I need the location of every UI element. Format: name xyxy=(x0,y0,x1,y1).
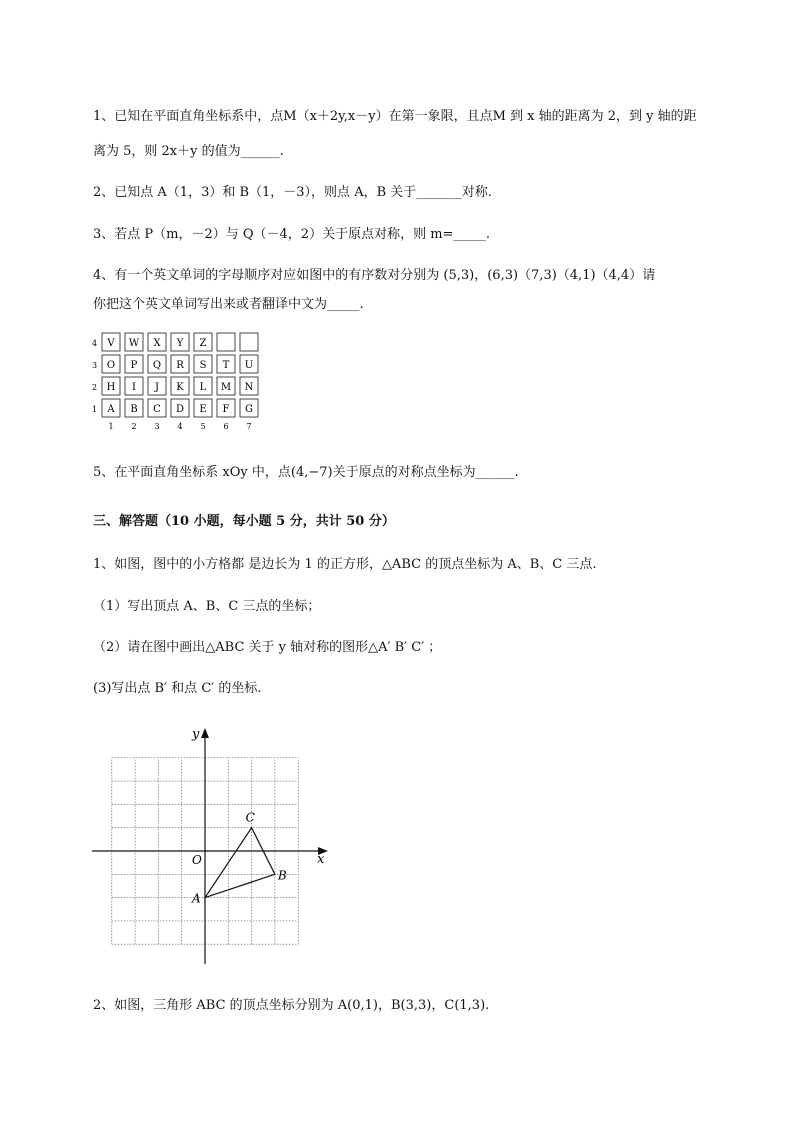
grid-letter: O xyxy=(106,360,116,371)
question-1-line-2: 离为 5，则 2x＋y 的值为______. xyxy=(93,144,284,159)
grid-cell xyxy=(217,333,235,351)
grid-col-label: 1 xyxy=(108,422,114,431)
problem-1-part-2: （2）请在图中画出△ABC 关于 y 轴对称的图形△A′ B′ C′ ； xyxy=(93,640,442,655)
grid-letter: A xyxy=(107,404,115,415)
grid-letter: V xyxy=(107,338,115,349)
grid-letter: J xyxy=(154,382,160,393)
question-4-line-1: 4、有一个英文单词的字母顺序对应如图中的有序数对分别为 (5,3)，(6,3)（7,3)（4,1)（4,4）请 xyxy=(93,268,656,283)
grid-col-label: 3 xyxy=(154,422,160,431)
y-axis-arrow xyxy=(201,728,209,738)
question-3: 3、若点 P（m，－2）与 Q（－4，2）关于原点对称，则 m=_____. xyxy=(93,227,491,242)
grid-letter: U xyxy=(244,360,254,371)
grid-col-label: 4 xyxy=(177,422,183,431)
vertex-label: C xyxy=(245,810,255,825)
grid-letter: W xyxy=(128,338,140,349)
grid-letter: Y xyxy=(176,338,184,349)
grid-col-label: 7 xyxy=(246,422,252,431)
triangle-abc xyxy=(205,828,275,898)
grid-letter: C xyxy=(153,404,161,415)
grid-row-label: 1 xyxy=(92,405,98,414)
question-1-line-1: 1、已知在平面直角坐标系中，点M（x＋2y,x－y）在第一象限，且点M 到 x 轴的距离为 2，到 y 轴的距 xyxy=(93,109,697,124)
section-heading: 三、解答题（10 小题，每小题 5 分，共计 50 分） xyxy=(93,514,395,529)
grid-letter: K xyxy=(176,382,184,393)
grid-letter: D xyxy=(175,404,185,415)
grid-letter: F xyxy=(222,404,230,415)
grid-row-label: 4 xyxy=(92,339,98,348)
grid-letter: Z xyxy=(199,338,207,349)
grid-letter: M xyxy=(220,382,232,393)
grid-letter: S xyxy=(199,360,207,371)
grid-row-label: 3 xyxy=(92,361,98,370)
grid-letter: L xyxy=(199,382,207,393)
grid-letter: P xyxy=(130,360,138,371)
coordinate-plane-figure xyxy=(86,724,336,969)
grid-col-label: 5 xyxy=(200,422,206,431)
problem-1-part-3: (3)写出点 B′ 和点 C′ 的坐标. xyxy=(93,681,262,696)
grid-letter: B xyxy=(130,404,138,415)
grid-letter: R xyxy=(176,360,184,371)
grid-letter: H xyxy=(106,382,116,393)
x-axis-label: x xyxy=(317,852,325,867)
problem-1-part-1: （1）写出顶点 A、B、C 三点的坐标； xyxy=(93,599,321,614)
grid-letter: N xyxy=(244,382,254,393)
grid-letter: E xyxy=(199,404,207,415)
grid-letter: X xyxy=(153,338,161,349)
grid-letter: T xyxy=(222,360,230,371)
vertex-label: A xyxy=(192,891,201,906)
question-2: 2、已知点 A（1，3）和 B（1，－3），则点 A，B 关于_______对称. xyxy=(93,185,492,200)
grid-row-label: 2 xyxy=(92,383,98,392)
grid-col-label: 6 xyxy=(223,422,229,431)
grid-letter: Q xyxy=(152,360,162,371)
y-axis-label: y xyxy=(192,727,200,742)
grid-cell xyxy=(240,333,258,351)
question-5: 5、在平面直角坐标系 xOy 中，点(4,−7)关于原点的对称点坐标为______. xyxy=(93,465,519,480)
letter-grid-figure xyxy=(90,331,270,435)
grid-letter: G xyxy=(245,404,253,415)
grid-letter: I xyxy=(132,382,136,393)
problem-2-stem: 2、如图，三角形 ABC 的顶点坐标分别为 A(0,1)，B(3,3)，C(1,3). xyxy=(93,998,490,1013)
origin-label: O xyxy=(192,853,202,867)
grid-col-label: 2 xyxy=(131,422,137,431)
question-4-line-2: 你把这个英文单词写出来或者翻译中文为_____. xyxy=(93,297,364,312)
problem-1-stem: 1、如图，图中的小方格都 是边长为 1 的正方形，△ABC 的顶点坐标为 A、B、C 三点. xyxy=(93,557,597,572)
vertex-label: B xyxy=(277,868,287,883)
